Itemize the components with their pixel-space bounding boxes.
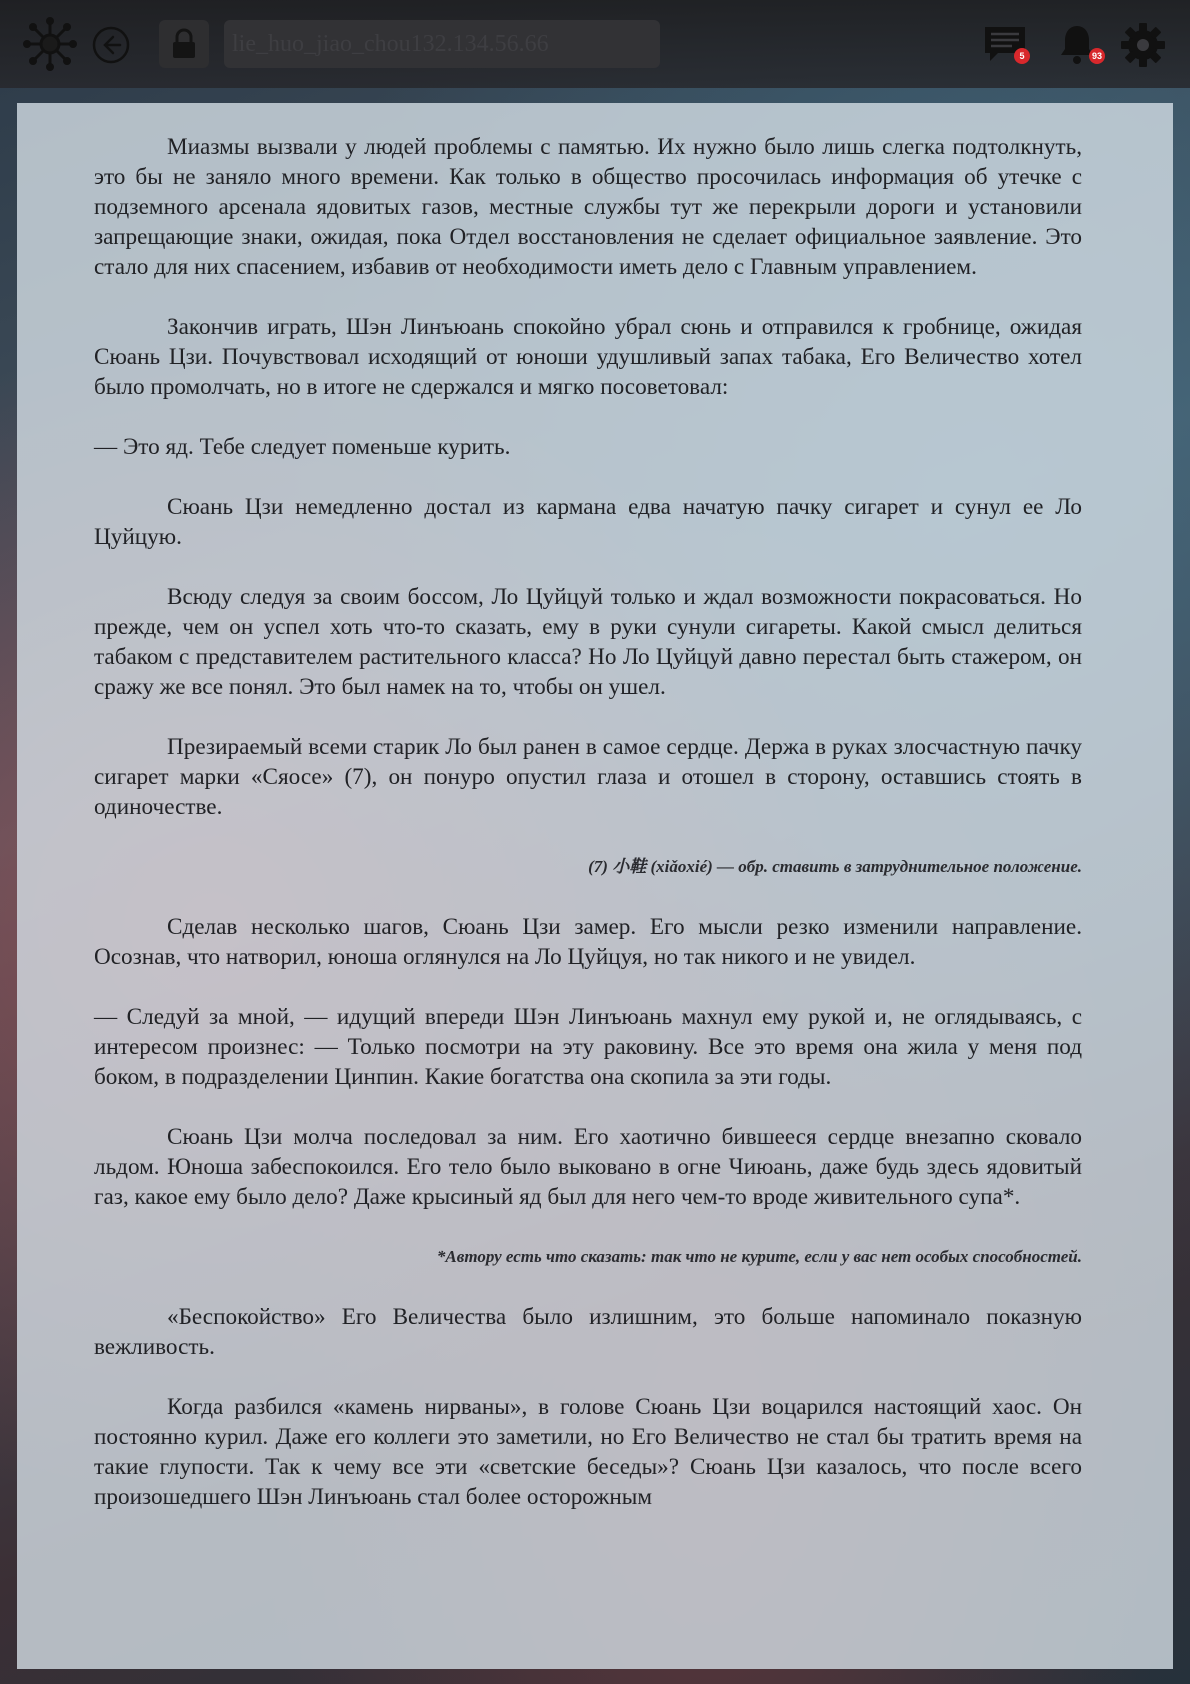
paragraph: Когда разбился «камень нирваны», в голове Сюань Цзи воцарился настоящий хаос. Он постоянно курил. Даже его коллеги это заметили, но Его Величество не стал бы тратить время на такие глупости. Так к чему все эти «светские беседы»? Сюань Цзи казалось, что после всего произошедшего Шэн Линъюань стал более осторожным: [94, 1394, 1082, 1510]
paragraph: «Беспокойство» Его Величества было излишним, это больше напоминало показную вежливость.: [94, 1304, 1082, 1360]
paragraph: Закончив играть, Шэн Линъюань спокойно убрал сюнь и отправился к гробнице, ожидая Сюань Цзи. Почувствовал исходящий от юноши удушливый запах табака, Его Величество хотел было промолчать, но в итоге не сдержался и мягко посоветовал:: [94, 314, 1082, 400]
paragraph: Сюань Цзи молча последовал за ним. Его хаотично бившееся сердце внезапно сковало льдом. Юноша забеспокоился. Его тело было выковано в огне Чиюань, даже будь здесь ядовитый газ, какое ему было дело? Даже крысиный яд был для него чем-то вроде живительного супа*.: [94, 1124, 1082, 1210]
network-logo-icon[interactable]: [22, 16, 78, 72]
top-bar: [0, 0, 1190, 88]
paragraph: Презираемый всеми старик Ло был ранен в самое сердце. Держа в руках злосчастную пачку сигарет марки «Сяосе» (7), он понуро опустил глаза и отошел в сторону, оставшись стоять в одиночестве.: [94, 734, 1082, 820]
lock-icon[interactable]: [159, 20, 209, 68]
author-note: *Автору есть что сказать: так что не курите, если у вас нет особых способностей.: [436, 1247, 1082, 1266]
back-arrow-icon[interactable]: [90, 24, 132, 66]
paragraph: Миазмы вызвали у людей проблемы с памятью. Их нужно было лишь слегка подтолкнуть, это бы не заняло много времени. Как только в общество просочилась информация об утечке с подземного арсенала ядовитых газов, местные службы тут же перекрыли дороги и установили запрещающие знаки, ожидая, пока Отдел восстановления не сделает официальное заявление. Это стало для них спасением, избавив от необходимости иметь дело с Главным управлением.: [94, 134, 1082, 280]
dialogue-paragraph: — Это яд. Тебе следует поменьше курить.: [94, 434, 511, 460]
reading-page: [17, 103, 1173, 1669]
messages-icon[interactable]: [980, 22, 1030, 66]
url-text: lie_huo_jiao_chou132.134.56.66: [232, 30, 549, 57]
bell-icon[interactable]: [1055, 22, 1102, 66]
footnote: (7) 小鞋 (xiǎoxié) — обр. ставить в затруднительное положение.: [588, 857, 1082, 876]
chapter-text: [94, 132, 1082, 1542]
notifications-count-badge: 93: [1089, 48, 1105, 64]
dialogue-paragraph: — Следуй за мной, — идущий впереди Шэн Линъюань махнул ему рукой и, не оглядываясь, с интересом произнес: — Только посмотри на эту раковину. Все это время она жила у меня под боком, в подразделении Цинпин. Какие богатства она скопила за эти годы.: [94, 1004, 1082, 1090]
paragraph: Всюду следуя за своим боссом, Ло Цуйцуй только и ждал возможности покрасоваться. Но прежде, чем он успел хоть что-то сказать, ему в руки сунули сигареты. Какой смысл делиться табаком с представителем растительного класса? Но Ло Цуйцуй давно перестал быть стажером, он сражу же все понял. Это был намек на то, чтобы он ушел.: [94, 584, 1082, 700]
paragraph: Сделав несколько шагов, Сюань Цзи замер. Его мысли резко изменили направление. Осознав, что натворил, юноша оглянулся на Ло Цуйцуя, но так никого и не увидел.: [94, 914, 1082, 970]
paragraph: Сюань Цзи немедленно достал из кармана едва начатую пачку сигарет и сунул ее Ло Цуйцую.: [94, 494, 1082, 550]
messages-count-badge: 5: [1014, 48, 1030, 64]
url-input[interactable]: [224, 20, 660, 68]
gear-icon[interactable]: [1118, 20, 1168, 70]
